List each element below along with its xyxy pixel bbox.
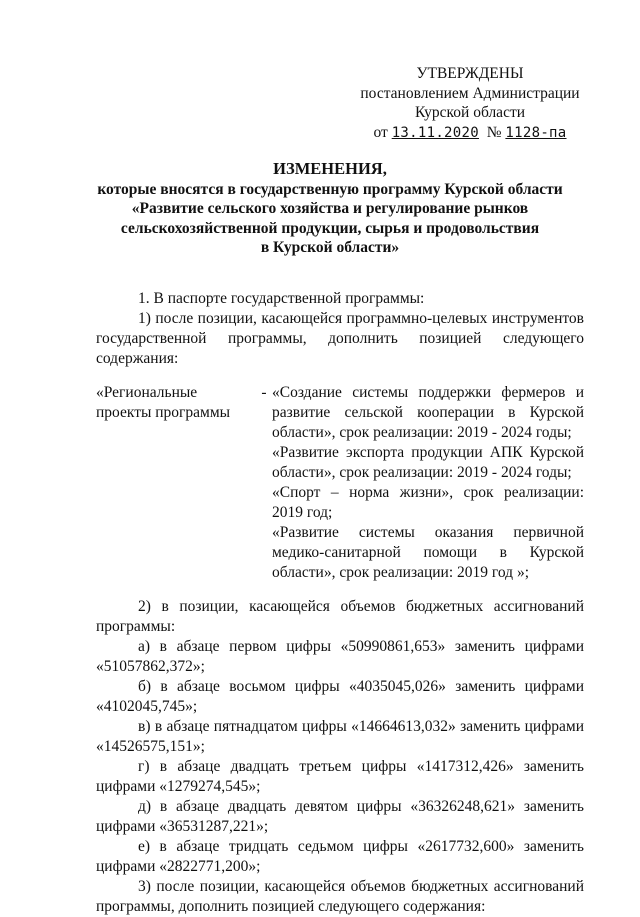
sub-item-a: а) в абзаце первом цифры «50990861,653» заменить цифрами «51057862,372»;: [96, 638, 584, 675]
approval-number: 1128-па: [505, 124, 567, 141]
number-prefix: №: [486, 123, 502, 141]
sub-item-g: г) в абзаце двадцать третьем цифры «1417312,426» заменить цифрами «1279274,545»;: [96, 758, 584, 795]
sub-item-b: б) в абзаце восьмом цифры «4035045,026» заменить цифрами «4102045,745»;: [96, 678, 584, 715]
position-content: [272, 383, 584, 583]
paragraph-2: 2) в позиции, касающейся объемов бюджетных ассигнований программы:: [96, 598, 584, 635]
sub-item-v: в) в абзаце пятнадцатом цифры «14664613,032» заменить цифрами «14526575,151»;: [96, 718, 584, 755]
heading-line: которые вносятся в государственную программу Курской области: [97, 180, 563, 198]
position-table: [96, 383, 584, 583]
document-body: [96, 289, 584, 917]
paragraph-1: 1. В паспорте государственной программы:: [138, 290, 425, 307]
paragraph-3: 3) после позиции, касающейся объемов бюджетных ассигнований программы, дополнить позицией следующего содержания:: [96, 878, 584, 915]
approval-line-1: постановлением Администрации: [360, 84, 580, 102]
document-heading: [80, 159, 580, 258]
approval-dateline: [373, 123, 566, 144]
sub-item-d: д) в абзаце двадцать девятом цифры «36326248,621» заменить цифрами «36531287,221»;: [96, 798, 584, 835]
position-item: «Развитие экспорта продукции АПК Курской области», срок реализации: 2019 - 2024 годы;: [272, 444, 584, 481]
sub-item-e: е) в абзаце тридцать седьмом цифры «2617732,600» заменить цифрами «2822771,200»;: [96, 838, 584, 875]
position-dash: -: [261, 384, 267, 401]
approval-block: [355, 64, 585, 143]
position-item: «Спорт – норма жизни», срок реализации: 2019 год;: [272, 484, 584, 521]
position-item: «Развитие системы оказания первичной медико-санитарной помощи в Курской области», срок реализации: 2019 год »;: [272, 524, 584, 581]
heading-title: ИЗМЕНЕНИЯ,: [273, 159, 387, 178]
paragraph-1-1: 1) после позиции, касающейся программно-целевых инструментов государственной программы, дополнить позицией следующего содержания:: [96, 310, 584, 367]
heading-line: сельскохозяйственной продукции, сырья и продовольствия: [120, 219, 540, 237]
approval-title: УТВЕРЖДЕНЫ: [416, 65, 524, 82]
position-item: «Создание системы поддержки фермеров и развитие сельской кооперации в Курской области», срок реализации: 2019 - 2024 годы;: [272, 384, 584, 441]
approval-line-2: Курской области: [414, 104, 526, 121]
heading-line: «Развитие сельского хозяйства и регулирование рынков: [131, 200, 529, 217]
date-prefix: от: [373, 123, 388, 141]
approval-date: 13.11.2020: [391, 124, 479, 141]
position-name: «Региональные проекты программы: [96, 384, 231, 421]
heading-line: в Курской области»: [260, 239, 400, 256]
